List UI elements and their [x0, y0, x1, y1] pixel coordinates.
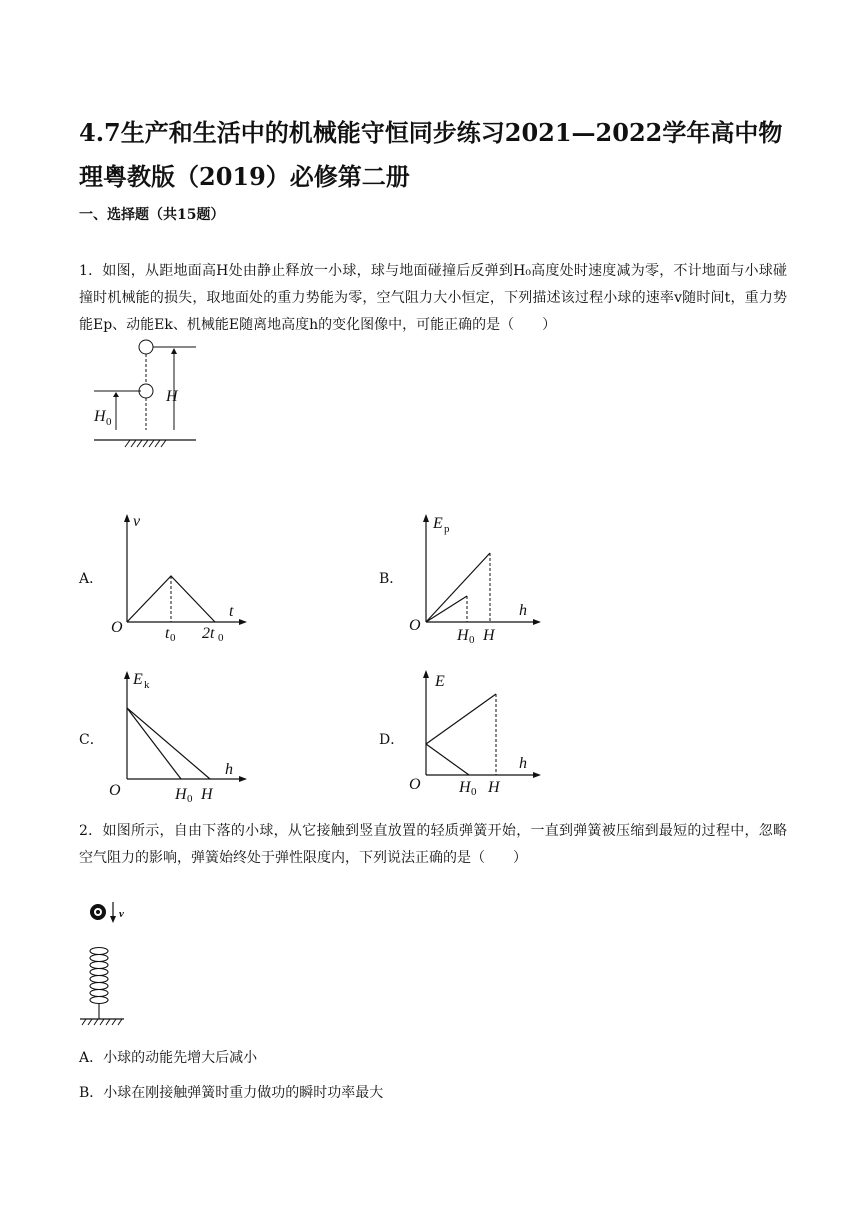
svg-text:O: O [111, 619, 123, 636]
svg-text:H: H [175, 786, 187, 803]
svg-text:v: v [133, 513, 141, 530]
svg-text:H: H [459, 779, 471, 796]
svg-text:0: 0 [218, 632, 224, 644]
svg-text:H: H [457, 627, 469, 644]
velocity-label: v [119, 908, 124, 920]
svg-text:E: E [433, 515, 443, 532]
ball-top [139, 340, 153, 354]
svg-text:p: p [444, 523, 450, 535]
svg-text:E: E [435, 673, 445, 690]
svg-text:H: H [488, 779, 500, 796]
svg-text:0: 0 [170, 632, 176, 644]
option-C-label[interactable]: C． [79, 732, 104, 748]
document-title: 4.7生产和生活中的机械能守恒同步练习2021—2022学年高中物理粤教版（2019）必修第二册 [79, 118, 783, 191]
section-heading: 一、选择题（共15题） [79, 207, 225, 223]
svg-text:O: O [409, 617, 421, 634]
q2-option-A[interactable]: A．小球的动能先增大后减小 [79, 1050, 258, 1066]
q1-ground [94, 430, 204, 450]
question-1-text: 1．如图，从距地面高H处由静止释放一小球，球与地面碰撞后反弹到H₀高度处时速度减为零，不计地面与小球碰撞时机械能的损失，取地面处的重力势能为零，空气阻力大小恒定，下列描述该过程小球的速率v随时间t，重力势能Ep、动能Ek、机械能E随离地高度h的变化图像中，可能正确的是（ ） [79, 263, 787, 333]
svg-text:h: h [225, 761, 233, 778]
svg-text:O: O [109, 782, 121, 799]
svg-text:k: k [144, 679, 150, 691]
option-C-graph[interactable] [103, 668, 253, 808]
svg-text:0: 0 [106, 416, 112, 428]
svg-text:h: h [519, 602, 527, 619]
svg-text:0: 0 [469, 634, 475, 645]
label-H: H [166, 388, 178, 405]
option-D-graph[interactable] [405, 668, 545, 800]
ball-bottom [139, 384, 153, 398]
svg-text:h: h [519, 755, 527, 772]
option-A-graph[interactable] [105, 510, 255, 645]
option-D-label[interactable]: D． [379, 732, 405, 748]
q1-ball-figure [86, 335, 206, 430]
svg-text:0: 0 [187, 793, 193, 805]
svg-text:2t: 2t [202, 625, 215, 642]
svg-text:t: t [229, 603, 234, 620]
q2-spring-figure [78, 896, 138, 1028]
svg-text:t: t [165, 625, 170, 642]
svg-text:0: 0 [471, 786, 477, 798]
option-B-label[interactable]: B． [379, 571, 404, 587]
option-B-graph[interactable] [405, 510, 545, 645]
svg-text:O: O [409, 776, 421, 793]
q2-option-B[interactable]: B．小球在刚接触弹簧时重力做功的瞬时功率最大 [79, 1085, 384, 1101]
label-H0: H [94, 408, 106, 425]
question-2-text: 2．如图所示，自由下落的小球，从它接触到竖直放置的轻质弹簧开始，一直到弹簧被压缩到最短的过程中，忽略空气阻力的影响，弹簧始终处于弹性限度内，下列说法正确的是（ ） [79, 823, 787, 866]
svg-text:H: H [201, 786, 213, 803]
svg-text:H: H [483, 627, 495, 644]
option-A-label[interactable]: A． [79, 571, 104, 587]
spring [90, 948, 108, 1004]
svg-text:E: E [133, 671, 143, 688]
